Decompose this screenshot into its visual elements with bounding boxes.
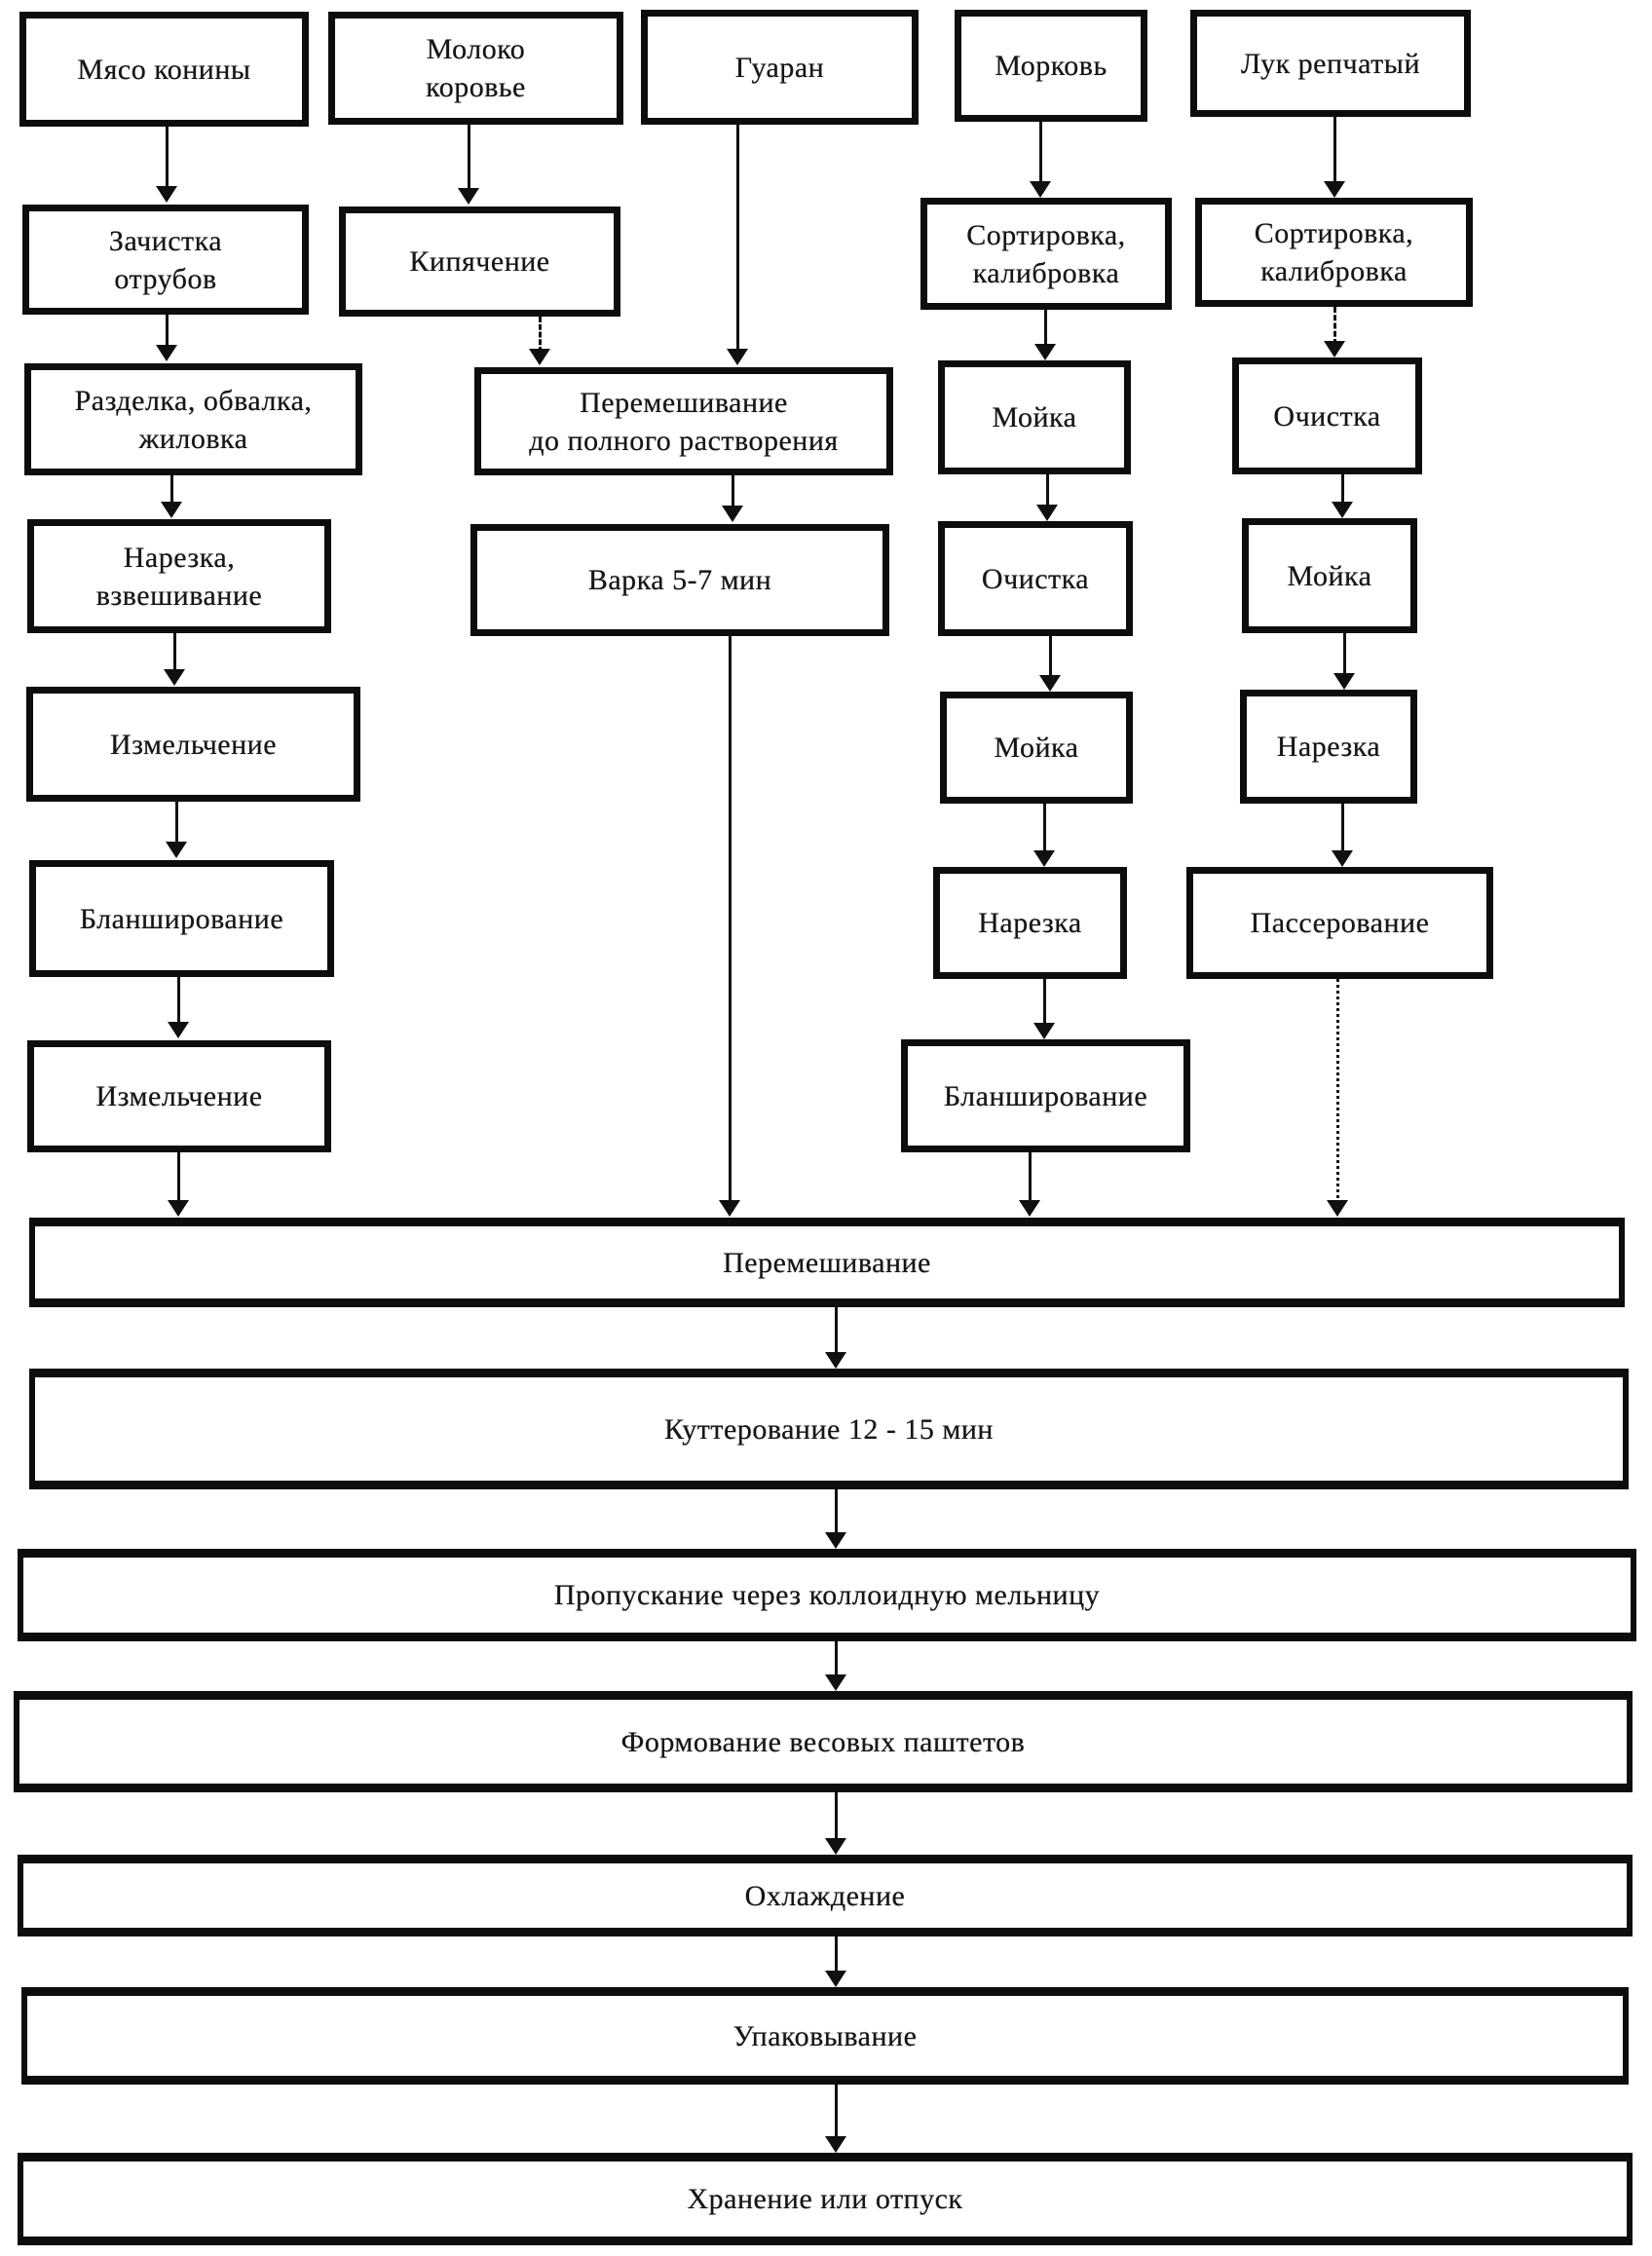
box-guar-cooking: Варка 5-7 мин: [470, 524, 889, 636]
box-milk-boiling: Кипячение: [339, 207, 620, 317]
box-meat-grinding-2: Измельчение: [27, 1040, 331, 1152]
box-meat-trimming: Зачистка отрубов: [22, 205, 309, 315]
box-milk-source: Молоко коровье: [328, 12, 623, 125]
box-storage: Хранение или отпуск: [18, 2153, 1633, 2245]
box-forming: Формование весовых паштетов: [14, 1691, 1633, 1792]
box-mixing: Перемешивание: [29, 1218, 1625, 1307]
box-meat-grinding-1: Измельчение: [26, 687, 360, 802]
box-carrot-slicing: Нарезка: [933, 867, 1127, 979]
box-guar-source: Гуаран: [641, 10, 919, 125]
box-colloid-mill: Пропускание через коллоидную мельницу: [18, 1549, 1636, 1641]
box-cuttering: Куттерование 12 - 15 мин: [29, 1369, 1629, 1489]
box-carrot-peeling: Очистка: [938, 521, 1133, 636]
box-onion-sorting: Сортировка, калибровка: [1195, 198, 1473, 307]
box-carrot-blanching: Бланширование: [901, 1039, 1190, 1152]
box-carrot-washing-1: Мойка: [938, 360, 1131, 474]
box-meat-slicing: Нарезка, взвешивание: [27, 519, 331, 633]
box-guar-mixing: Перемешивание до полного растворения: [474, 367, 893, 475]
box-onion-peeling: Очистка: [1232, 357, 1422, 474]
box-carrot-source: Морковь: [955, 10, 1147, 122]
box-cooling: Охлаждение: [18, 1855, 1633, 1936]
box-carrot-sorting: Сортировка, калибровка: [920, 198, 1172, 310]
box-meat-blanching: Бланширование: [29, 860, 334, 977]
box-onion-sauteing: Пассерование: [1186, 867, 1493, 979]
box-onion-washing: Мойка: [1242, 518, 1417, 633]
box-onion-slicing: Нарезка: [1240, 690, 1417, 804]
box-onion-source: Лук репчатый: [1190, 10, 1471, 117]
box-packing: Упаковывание: [21, 1987, 1629, 2085]
box-meat-source: Мясо конины: [19, 12, 309, 127]
box-carrot-washing-2: Мойка: [940, 692, 1133, 804]
box-meat-cutting: Разделка, обвалка, жиловка: [24, 363, 362, 475]
